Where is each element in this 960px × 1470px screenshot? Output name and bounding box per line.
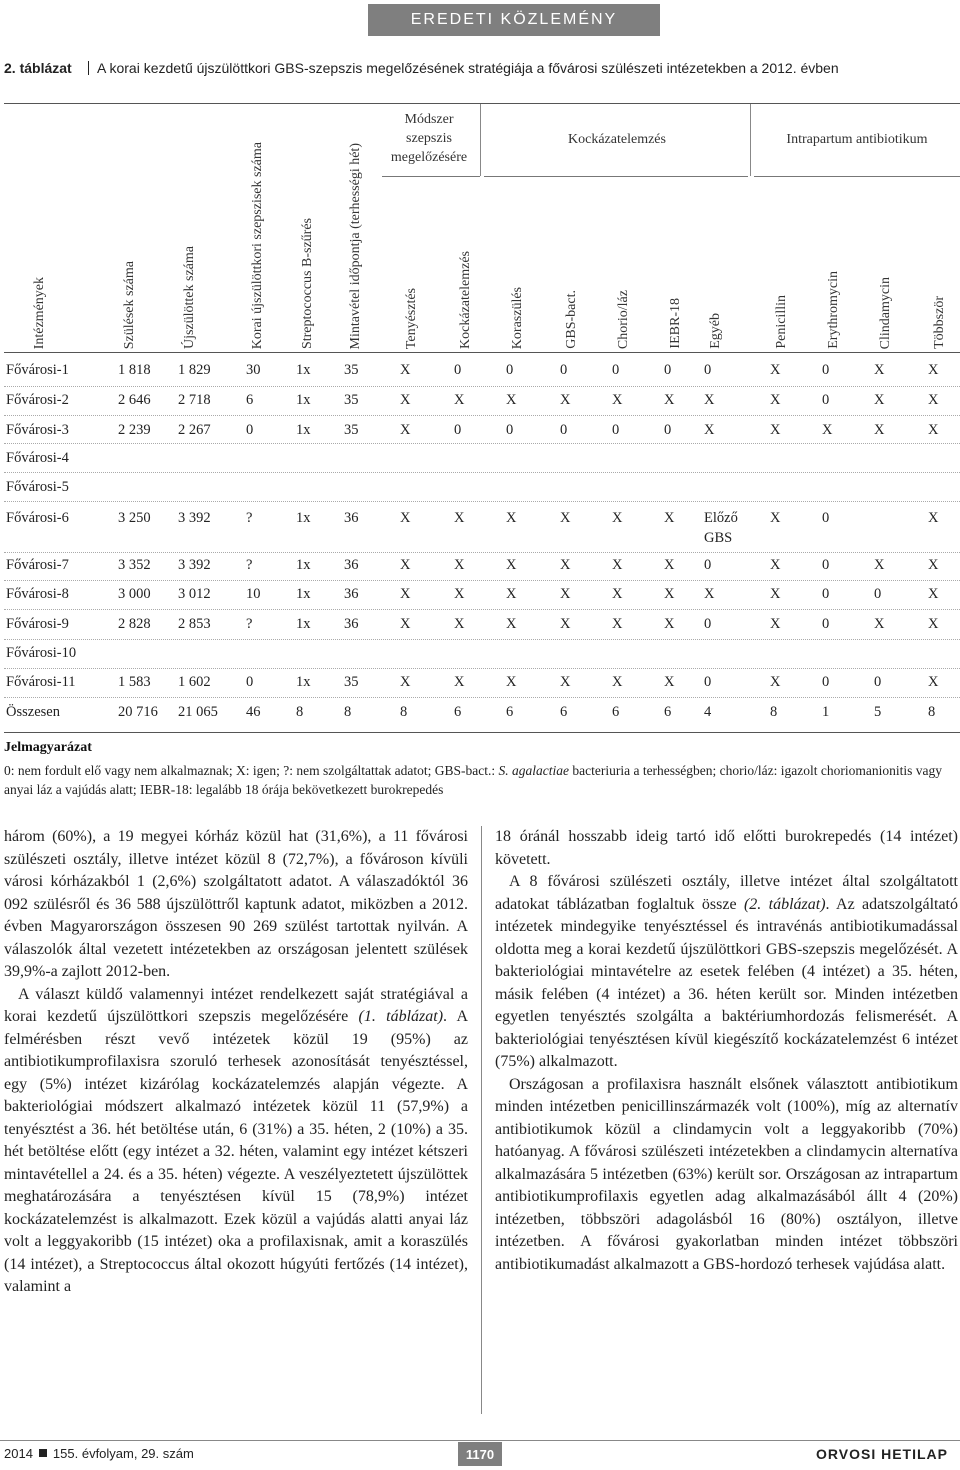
table-cell: X [928,586,939,602]
table-cell: X [454,510,465,526]
table-cell: 0 [822,586,830,602]
table-label: 2. táblázat [4,60,72,76]
row-label: Fővárosi-8 [6,586,69,602]
table-row [0,392,960,414]
table-cell: 6 [454,704,462,720]
table-cell: 0 [822,616,830,632]
table-cell: ? [246,510,253,526]
table-cell: 1x [296,674,311,690]
table-row [0,616,960,638]
paragraph [495,871,958,1074]
table-cell: 3 012 [178,586,211,602]
table-cell: X [770,392,781,408]
table-cell: 1x [296,362,311,378]
table-cell: 21 065 [178,704,218,720]
row-separator [4,668,960,669]
paragraph: Országosan a profilaxisra használt elsőnek választott antibiotikum minden intézetben penicillinszármazék volt (100%), míg az alternatív antibiotikumok közül a clindamycin volt a leggyakoribb (70%) hatóanyag. A fővárosi szülészeti intézetekben a clindamycin alternatíva alkalmazására 5 intézetben (63%) került sor. Országosan az intrapartum antibiotikumprofilaxis egyetlen adag alkalmazásából állt 4 (20%) intézetben, többszöri adagolásból 16 (80%) osztályon, illetve intézetben. A fővárosi gyakorlatban minden intézet többszöri antibiotikumadást alkalmazott a GBS-hordozó terhesek vajúdása alatt. [495,1075,958,1273]
table-cell: X [560,557,571,573]
table-cell: 36 [344,586,359,602]
table-cell: 1x [296,422,311,438]
group-rule-risk [484,176,748,177]
body-column-left [4,826,468,1299]
column-header: GBS-bact. [564,290,579,349]
table-cell: X [506,674,517,690]
row-separator [4,501,960,502]
group-divider [480,104,481,176]
table-cell: X [400,674,411,690]
table-cell: 3 392 [178,557,211,573]
table-row [0,362,960,384]
table-cell: X [612,586,623,602]
table-cell: 6 [246,392,254,408]
column-header: Újszülöttek száma [182,245,197,349]
legend-part-b: bacteriuria a terhességben; chorio/láz: igazolt choriomanionitis vagy anyai láz a vajúdás alatt; IEBR-18: legalább 18 órája bekövetkezett burokrepedés [4,763,942,797]
table-cell: X [704,392,715,408]
group-header-antibiotic: Intrapartum antibiotikum [786,132,928,147]
table-cell: 0 [560,422,568,438]
table-cell: X [560,510,571,526]
column-header: Többször [932,296,947,349]
table-cell: 0 [822,510,830,526]
table-cell: X [454,586,465,602]
table-cell: X [612,510,623,526]
row-label: Fővárosi-6 [6,510,69,526]
table-cell: X [400,586,411,602]
table-cell: 0 [664,362,672,378]
legend-title: Jelmagyarázat [4,740,92,755]
table-cell: 0 [454,422,462,438]
table-cell: 2 646 [118,392,151,408]
table-cell: 0 [874,674,882,690]
table-cell: 10 [246,586,261,602]
table-cell: X [928,674,939,690]
table-cell: X [770,616,781,632]
table-cell: 36 [344,616,359,632]
table-cell: 2 828 [118,616,151,632]
table-cell: 36 [344,557,359,573]
table-cell: X [664,557,675,573]
table-cell: 1x [296,586,311,602]
table-cell: X [770,557,781,573]
table-cell: X [560,674,571,690]
caption-divider [88,61,89,75]
table-cell: 3 392 [178,510,211,526]
group-divider [750,104,751,176]
square-bullet-icon [39,1449,47,1457]
table-cell: X [506,557,517,573]
table-cell: 6 [664,704,672,720]
table-cell: X [664,674,675,690]
table-cell: 3 000 [118,586,151,602]
table-cell: X [770,674,781,690]
table-cell: X [822,422,833,438]
paragraph-text: . A felmérésben részt vevő intézetek közül 19 (95%) az antibiotikumprofilaxisra szoruló terhesek azonosítását tenyésztéssel, egy (5%) intézet kizárólag kockázatelemzés alapján végezte. A bakteriológiai módszert alkalmazó intézetek közül 11 (57,9%) a tenyésztést a 36. hét betöltése után, 6 (31%) a 35. héten, 2 (10%) a 35. hét betöltése előtt (egy intézet a 32. héten, valamint egy intézet kétszeri mintavétellel a 24. és a 35. héten) végezte. A veszélyeztetett újszülöttek meghatározására a tenyésztésen kívül 15 (78,9%) intézet kockázatelemzést is alkalmazott. Ezek közül a vajúdás alatti anyai láz volt a leggyakoribb (15 intézet) oka a profilaxisnak, amit a koraszülés (14 intézet), a Streptococcus által okozott húgyúti fertőzés (14 intézet), valamint a [4,1008,469,1295]
column-header: Egyéb [708,313,723,349]
table-cell: 5 [874,704,882,720]
row-separator [4,580,960,581]
table-cell: 1 583 [118,674,151,690]
table-cell: X [454,616,465,632]
table-cell: 0 [704,674,712,690]
table-cell: 0 [506,362,514,378]
table-cell: 0 [704,362,712,378]
section-title: EREDETI KÖZLEMÉNY [410,11,618,28]
body-column-right [495,826,958,1276]
table-cell: X [560,616,571,632]
column-header: Mintavétel időpontja (terhességi hét) [348,142,363,349]
column-header: Korai újszülöttkori szepszisek száma [250,141,265,349]
table-reference: (1. táblázat) [358,1008,444,1025]
table-cell: X [400,557,411,573]
table-cell: 35 [344,392,359,408]
table-cell: X [400,510,411,526]
table-cell: 0 [560,362,568,378]
table-cell: X [928,362,939,378]
row-separator [4,552,960,553]
table-cell: X [560,586,571,602]
column-divider [481,826,482,1414]
table-cell: GBS [704,530,733,546]
table-cell: 1 [822,704,830,720]
table-cell: X [770,422,781,438]
table-cell: 3 250 [118,510,151,526]
column-header: Szülések száma [122,260,137,349]
table-cell: 2 239 [118,422,151,438]
table-cell: X [506,616,517,632]
table-cell: 0 [822,392,830,408]
table-cell: 8 [400,704,408,720]
row-label: Összesen [6,704,60,720]
row-label: Fővárosi-11 [6,674,76,690]
table-cell: 6 [506,704,514,720]
table-cell: 2 853 [178,616,211,632]
paragraph: három (60%), a 19 megyei kórház közül hat (31,6%), a 11 fővárosi szülészeti osztály, illetve intézet közül 8 (72,7%), a fővároson kívüli városi kórházakból 1 (2,6%) szolgáltatott adatot. A válaszadóktól 36 092 szülésről és 36 588 újszülöttről kaptunk adatot, miközben a 2012. évben Magyarországon összesen 90 269 szülést tartottak nyilván. A válaszolók által vezetett intézetekben az országosan jelentett szülések 39,9%-a zajlott 2012-ben. [4,828,468,980]
table-cell: 1x [296,510,311,526]
column-header: Kockázatelemzés [458,251,473,349]
paragraph-text: . Az adatszolgáltató intézetek mindegyike tenyésztéssel és intravénás antibiotikumadással oldotta meg a korai kezdetű újszülöttkori GBS-szepszis megelőzését. A bakteriológiai mintavételre az esetek felében (4 intézet) a 35. héten, másik felében (4 intézet) a 36. héten került sor. Minden intézetben egyetlen tenyésztés szolgálta a baktériumhordozás felismerését. A bakteriológiai tenyésztésen kívül kiegészítő kockázatelemzést 6 intézet (75%) alkalmazott. [495,895,959,1070]
table-row [0,450,960,472]
table-cell: 0 [246,674,254,690]
row-label: Fővárosi-2 [6,392,69,408]
legend-part-a: 0: nem fordult elő vagy nem alkalmaznak; X: igen; ?: nem szolgáltattak adatot; GBS-bact.: [4,763,499,778]
row-separator [4,697,960,698]
table-cell: 30 [246,362,261,378]
legend-species: S. agalactiae [498,763,569,778]
group-rule-method [382,176,480,177]
table-row [0,557,960,579]
table-cell: 1x [296,392,311,408]
table-cell: X [770,510,781,526]
footer-year: 2014 [4,1446,33,1461]
table-cell: 0 [822,557,830,573]
table-cell: X [928,616,939,632]
paragraph-text: A 8 fővárosi szülészeti osztály, illetve intézet által szolgáltatott adatokat táblázatban foglaltuk össze [495,873,958,913]
row-label: Fővárosi-10 [6,645,77,661]
row-separator [4,386,960,387]
table-cell: ? [246,616,253,632]
table-cell: 8 [296,704,304,720]
table-caption [4,60,960,76]
table-cell: 8 [344,704,352,720]
row-separator [4,443,960,444]
table-cell: X [928,557,939,573]
table-cell: X [612,557,623,573]
table-cell: 1 829 [178,362,211,378]
page-number [458,1442,502,1466]
group-rule-antibiotic [754,176,960,177]
table-row [0,530,960,552]
table-cell: 0 [704,557,712,573]
table-cell: 6 [612,704,620,720]
table-cell: Előző [704,510,738,526]
table-cell: X [928,510,939,526]
table-cell: 8 [770,704,778,720]
table-cell: 0 [874,586,882,602]
table-cell: X [874,392,885,408]
table-cell: X [928,422,939,438]
table-row [0,674,960,696]
table-cell: X [874,362,885,378]
legend-text [4,761,960,799]
table-cell: 2 718 [178,392,211,408]
column-header: Penicillin [774,295,789,349]
table-cell: X [454,674,465,690]
table-cell: X [874,422,885,438]
table-cell: 1 602 [178,674,211,690]
table-cell: 1x [296,616,311,632]
table-cell: X [400,422,411,438]
table-cell: X [506,586,517,602]
table-cell: 6 [560,704,568,720]
table-top-rule [4,103,960,104]
caption-text: A korai kezdetű újszülöttkori GBS-szepszis megelőzésének stratégiája a fővárosi szülészeti intézetekben a 2012. évben [97,60,839,76]
header-bottom-rule [4,352,960,353]
row-label: Fővárosi-4 [6,450,69,466]
column-header: Clindamycin [878,276,893,349]
table-cell: X [664,586,675,602]
paragraph: 18 óránál hosszabb ideig tartó idő előtti burokrepedés (14 intézet) követett. [495,828,958,868]
table-row [0,704,960,726]
table-cell: X [928,392,939,408]
table-cell: 35 [344,674,359,690]
column-header: Koraszülés [510,286,525,349]
column-header: Erythromycin [826,271,841,349]
table-cell: 8 [928,704,936,720]
page-number-text: 1170 [465,1446,495,1462]
journal-name: ORVOSI HETILAP [816,1446,948,1462]
table-cell: ? [246,557,253,573]
row-label: Fővárosi-9 [6,616,69,632]
footer-issue [4,1446,194,1461]
row-separator [4,639,960,640]
row-separator [4,609,960,610]
column-header: Tenyésztés [404,287,419,349]
table-cell: X [400,392,411,408]
table-cell: X [454,392,465,408]
table-cell: X [770,362,781,378]
table-cell: X [704,422,715,438]
table-cell: 0 [822,362,830,378]
table-cell: 0 [704,616,712,632]
table-cell: 36 [344,510,359,526]
table-bottom-rule [4,732,960,733]
table-cell: X [664,392,675,408]
table-cell: 0 [506,422,514,438]
table-cell: 2 267 [178,422,211,438]
paragraph [4,984,468,1299]
table-cell: 1 818 [118,362,151,378]
table-cell: 35 [344,422,359,438]
footer-volume: 155. évfolyam, 29. szám [52,1446,194,1461]
table-cell: X [454,557,465,573]
table-cell: X [506,510,517,526]
table-row [0,479,960,501]
table-row [0,422,960,444]
column-header: IEBR-18 [668,298,683,349]
footer-rule [0,1440,960,1441]
table-cell: X [560,392,571,408]
row-separator [4,415,960,416]
row-label: Fővárosi-1 [6,362,69,378]
row-label: Fővárosi-5 [6,479,69,495]
table-cell: 20 716 [118,704,158,720]
table-cell: X [874,616,885,632]
table-cell: X [612,392,623,408]
table-cell: 0 [246,422,254,438]
column-header: Intézmények [32,276,47,349]
table-cell: 3 352 [118,557,151,573]
table-cell: X [664,616,675,632]
table-cell: 0 [664,422,672,438]
table-cell: X [400,616,411,632]
paragraph-text: A választ küldő valamennyi intézet rendelkezett saját stratégiával a korai kezdetű újszülöttkori szepszis megelőzésére [4,985,468,1025]
table-row [0,510,960,532]
table-cell: X [704,586,715,602]
table-reference: (2. táblázat) [743,895,826,913]
table-cell: 0 [822,674,830,690]
table-cell: X [770,586,781,602]
table-cell: 0 [612,422,620,438]
table-cell: X [612,616,623,632]
table-cell: 4 [704,704,712,720]
table-cell: X [400,362,411,378]
group-header-risk: Kockázatelemzés [568,132,666,147]
table-cell: X [664,510,675,526]
table-cell: 1x [296,557,311,573]
table-cell: X [874,557,885,573]
table-row [0,645,960,667]
row-label: Fővárosi-3 [6,422,69,438]
table-cell: 46 [246,704,261,720]
section-banner [368,4,660,36]
group-header-method: Módszer szepszis megelőzésére [390,112,468,165]
table-cell: 0 [612,362,620,378]
row-label: Fővárosi-7 [6,557,69,573]
table-cell: 35 [344,362,359,378]
table-cell: X [612,674,623,690]
table-cell: X [506,392,517,408]
table-cell: 0 [454,362,462,378]
column-header: Streptococcus B-szűrés [300,217,315,349]
column-header: Chorio/láz [616,289,631,349]
row-separator [4,472,960,473]
table-row [0,586,960,608]
